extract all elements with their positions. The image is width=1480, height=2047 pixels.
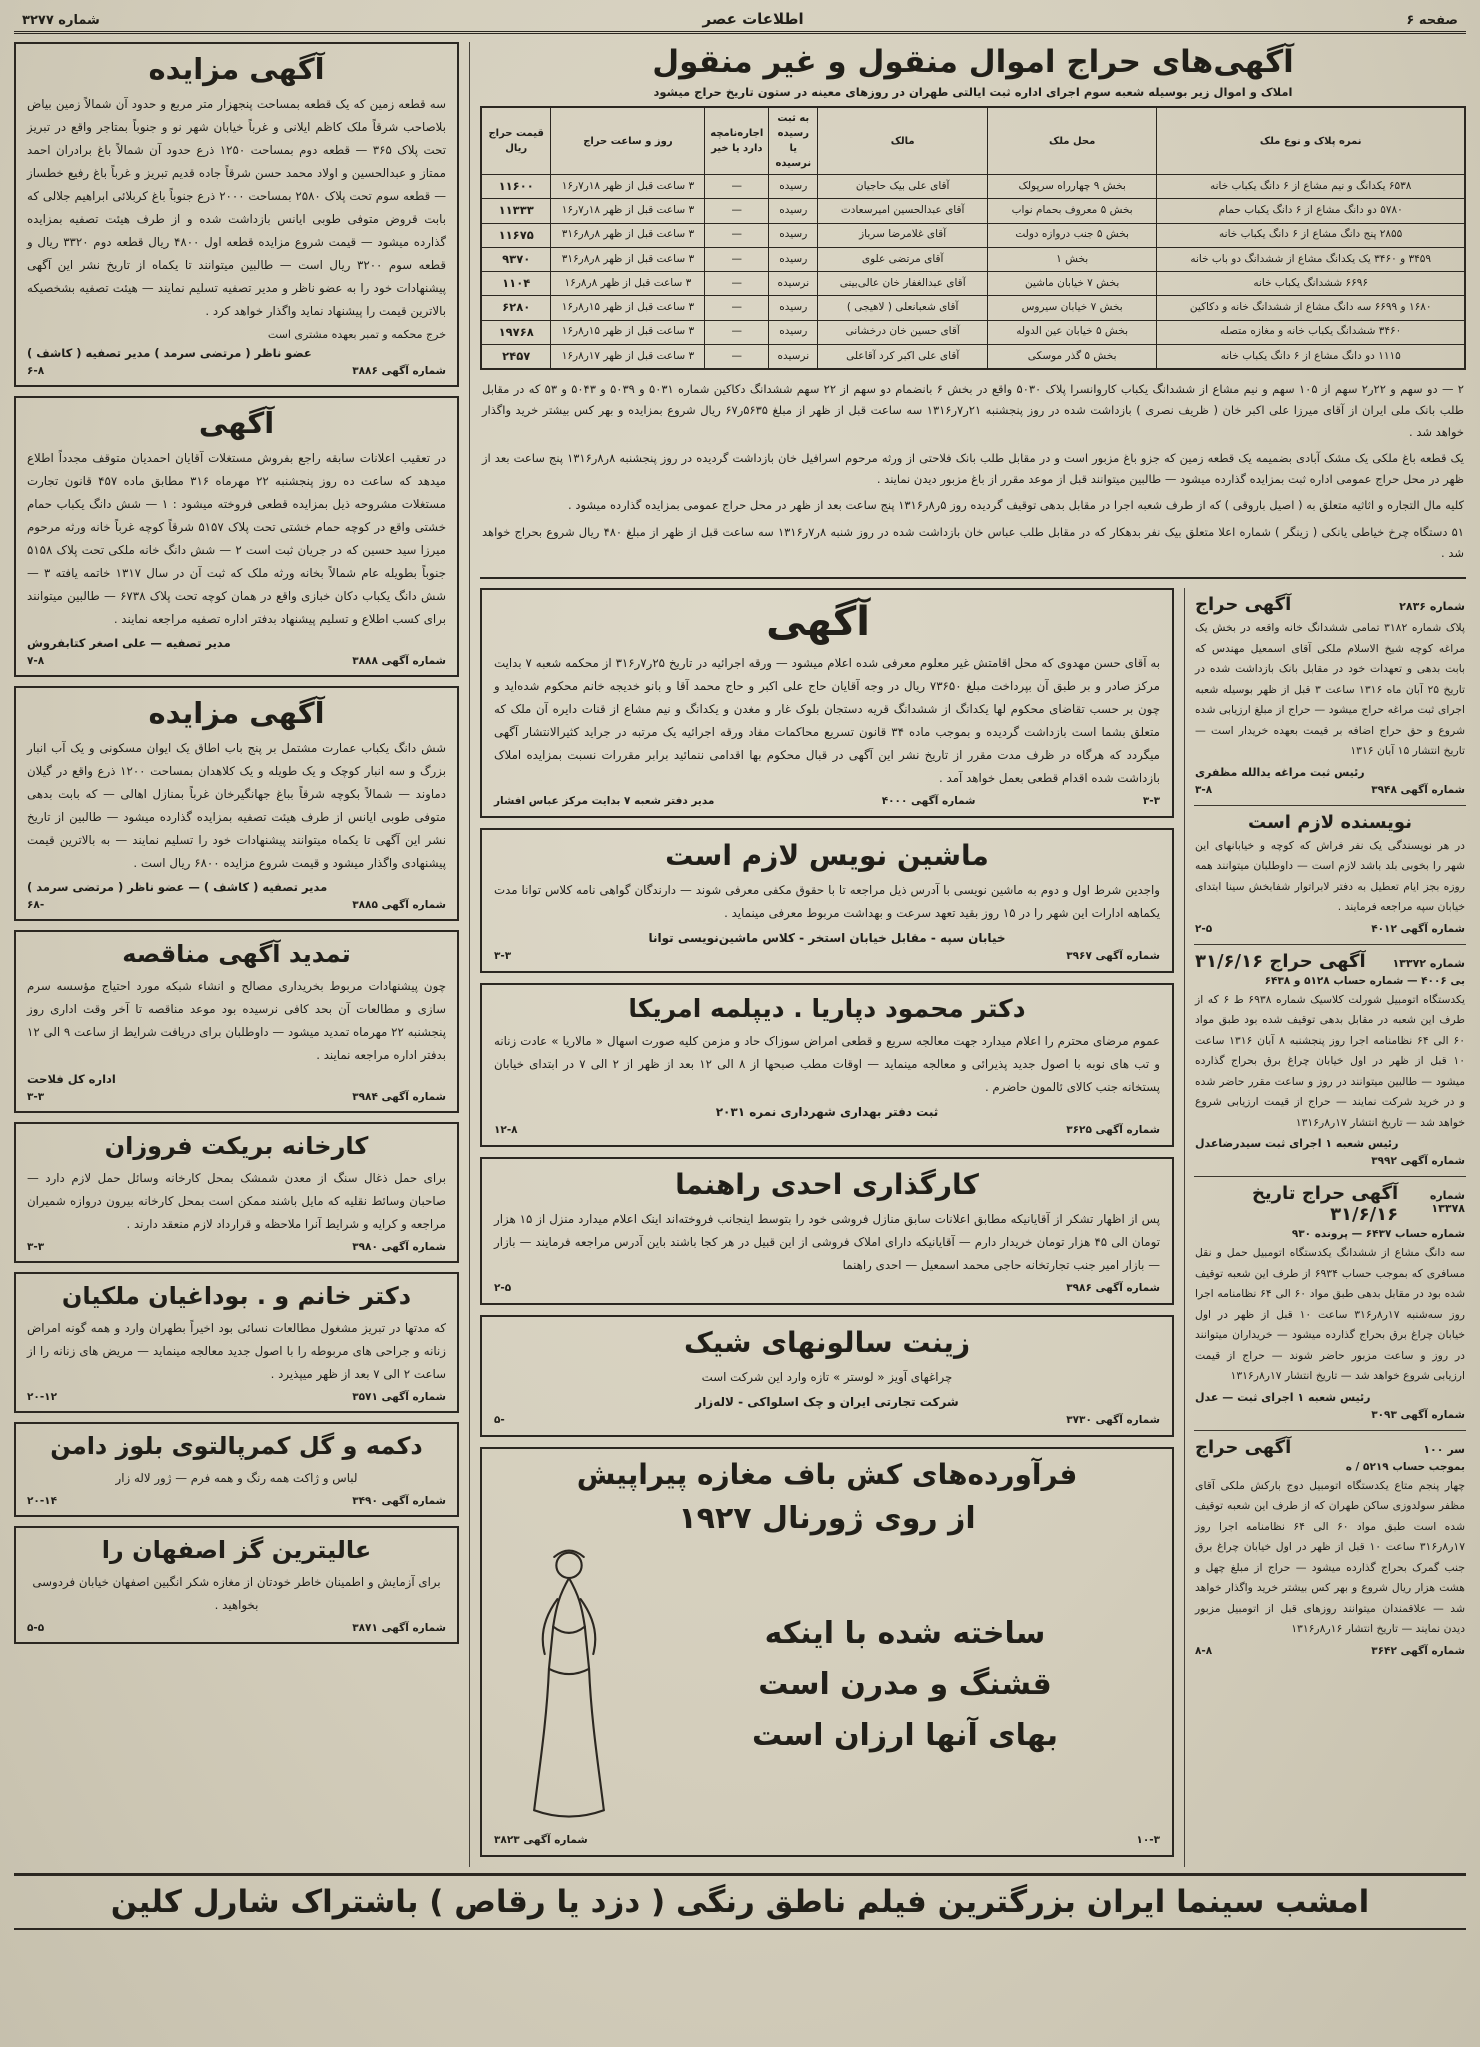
ad-number: شماره آگهی ۳۸۷۱: [352, 1622, 446, 1634]
ad-run-code: ۸-۸: [1195, 1644, 1213, 1657]
ad-run-code: ۱۰-۳: [1136, 1834, 1160, 1847]
ad-auction-sale-1: [14, 42, 459, 387]
ad-subheading: بی ۴۰۰۶ — شماره حساب ۵۱۲۸ و ۶۴۳۸: [1264, 974, 1465, 987]
ad-title: آگهی: [766, 599, 870, 646]
ad-run-code: -۶۸: [27, 899, 45, 911]
table-cell: نرسیده: [769, 272, 818, 296]
ad-headline-line: قشنگ و مدرن است: [758, 1667, 1052, 1703]
table-cell: ۳ ساعت قبل از ظهر ۱۵ر۸ر۱۶: [551, 320, 705, 344]
table-cell: بخش ۵ خیابان عین الدوله: [987, 320, 1156, 344]
ad-run-code: ۳-۳: [27, 1241, 45, 1253]
ad-body: به آقای حسن مهدوی که محل اقامتش غیر معلوم معرفی شده اعلام میشود — ورقه اجرائیه در تاریخ ۲۵ر۷ر۳۱۶ از محکمه شعبه ۷ بدایت مرکز صادر و بر طبق آن بپرداخت مبلغ ۷۳۶۵۰ ریال در وجه آقایان حاج علی اکبر و حاج محمد آقا و بانو خدیجه خانم محکوم شده‌اید و چون بر حسب تقاضای محکوم لها یکدانگ از ششدانگ قریه دستجان بلوک غار و مغدن و یکدانگ و نیم مشاع از قنات دایره آن ملک که متعلق بشما است بازداشت گردیده و بموجب ماده ۳۴ قانون تسریع محاکمات مفاد ورقه اجرائیه یک مرتبه در جراید کثیرالانتشار آگهی میگردد که هرگاه در ظرف مدت مقرر از تاریخ نشر این آگهی در قبال محکوم بها اقدامی ننمائید برابر مقررات نسبت بمزایده املاک بازداشت شده اقدام قطعی بعمل خواهد آمد .: [494, 656, 1161, 786]
table-cell: ۱۱۶۰۰: [481, 175, 551, 199]
column-header-auction-time: روز و ساعت حراج: [551, 107, 705, 175]
ad-title: آگهی حراج تاریخ ۳۱/۶/۱۶: [1251, 1183, 1399, 1226]
table-cell: ۱۱۳۳۳: [481, 199, 551, 223]
auction-notes: [480, 370, 1466, 579]
ad-run-code: ۶-۸: [27, 365, 45, 377]
column-header-lease: اجاره‌نامچه دارد یا خیر: [705, 107, 769, 175]
ad-title: دکتر خانم و . بوداغیان ملکیان: [61, 1282, 412, 1310]
ad-title: آگهی مزایده: [148, 52, 325, 86]
table-cell: ۳ ساعت قبل از ظهر ۱۸ر۷ر۱۶: [551, 199, 705, 223]
table-cell: ۱۱۰۴: [481, 272, 551, 296]
table-cell: بخش ۷ خیابان ماشین: [987, 272, 1156, 296]
table-cell: —: [705, 296, 769, 320]
table-cell: آقای مرتضی علوی: [818, 247, 987, 271]
ad-writer-wanted: [1194, 806, 1466, 945]
ad-run-code: ۳-۳: [1142, 795, 1160, 808]
table-cell: بخش ۵ گذر موسکی: [987, 344, 1156, 369]
ad-title: آگهی حراج ۳۱/۶/۱۶: [1195, 950, 1366, 972]
lower-columns: [480, 588, 1466, 1867]
ad-run-code: -۵: [494, 1414, 505, 1427]
page-content: [14, 34, 1466, 1867]
table-row: [481, 247, 1465, 271]
ad-number: شماره آگهی ۴۰۱۲: [1371, 922, 1465, 935]
left-ads-column: [14, 42, 459, 1867]
ad-number: شماره آگهی ۳۵۷۱: [352, 1391, 446, 1403]
ad-run-code: ۲۰-۱۴: [27, 1495, 57, 1507]
ad-number: شماره آگهی ۳۸۲۳: [494, 1834, 588, 1847]
table-cell: ۳ ساعت قبل از ظهر ۱۵ر۸ر۱۶: [551, 296, 705, 320]
table-cell: آقای حسین خان درخشانی: [818, 320, 987, 344]
ad-knitwear-pirapish: [480, 1447, 1174, 1857]
auction-paragraph: ۵۱ دستگاه چرخ خیاطی یانکی ( زینگر ) شماره اعلا متعلق بیک نفر بدهکار که در مقابل طلب عباس خان بازداشت شده در روز شنبه ۸ر۷ر۱۳۱۶ سه ساعت قبل از ظهر از مبلغ ۴۸۰ ریال شروع بحراج خواهد شد .: [482, 524, 1464, 560]
ad-signature: رئیس شعبه ۱ اجرای ثبت سیدرضاعدل: [1195, 1137, 1399, 1151]
table-cell: ۱۶۸۰ و ۶۶۹۹ سه دانگ مشاع از ششدانگ خانه و دکاکین: [1157, 296, 1465, 320]
table-cell: ۳۴۵۹ و ۳۴۶۰ یک یکدانگ مشاع از ششدانگ دو باب خانه: [1157, 247, 1465, 271]
table-cell: رسیده: [769, 296, 818, 320]
ad-gaz-isfahan: [14, 1526, 459, 1644]
ad-number: شماره آگهی ۳۹۶۷: [1066, 950, 1160, 963]
ad-title: تمدید آگهی مناقصه: [122, 940, 351, 968]
ad-buttons-lalehzar: [14, 1422, 459, 1517]
table-cell: آقای عبدالحسین امیرسعادت: [818, 199, 987, 223]
table-cell: ۳ ساعت قبل از ظهر ۱۸ر۷ر۱۶: [551, 175, 705, 199]
table-row: [481, 296, 1465, 320]
ad-signature: عضو ناظر ( مرتضی سرمد ) مدیر تصفیه ( کاشف ): [27, 346, 312, 360]
ad-broker-ahadi: [480, 1157, 1174, 1305]
ad-body: چون پیشنهادات مربوط بخریداری مصالح و انشاء شبکه مورد احتیاج مؤسسه سرم سازی و مطالعات آن بحد کافی نرسیده بود موعد مناقصه تا آخر وقت اداری روز پنجشنبه ۲۲ مهرماه تمدید میشود — داوطلبان برای دریافت شرایط از ساعت ۹ الی ۱۲ بدفتر اداره مراجعه نمایند .: [27, 979, 446, 1062]
ad-signature: مدیر دفتر شعبه ۷ بدایت مرکز عباس افشار: [494, 795, 715, 808]
column-header-price: قیمت حراج ریال: [481, 107, 551, 175]
table-cell: ۲۴۵۷: [481, 344, 551, 369]
ad-body: سه دانگ مشاع از ششدانگ یکدستگاه اتومبیل حمل و نقل مسافری که بموجب حساب ۶۹۳۴ از طرف این شعبه توقیف شده بود در مقابل بدهی طبق مواد ۶۰ الی ۶۴ نظامنامه اجرا روز سه‌شنبه ۱۷ر۸ر۳۱۶ ساعت ۱۰ قبل از ظهر در اول خیابان چراغ برق بحراج گذارده میشود — خریداران میتوانند در روز و ساعت مزبور حاضر شوند — حراج از قیمت ارزیابی شروع خواهد شد — تاریخ انتشار ۱۷ر۸ر۱۳۱۶: [1195, 1246, 1465, 1383]
table-cell: رسیده: [769, 199, 818, 223]
table-cell: —: [705, 199, 769, 223]
ad-registration-note: ثبت دفتر بهداری شهرداری نمره ۲۰۳۱: [715, 1105, 939, 1120]
table-cell: بخش ۹ چهارراه سرپولک: [987, 175, 1156, 199]
table-cell: بخش ۷ خیابان سیروس: [987, 296, 1156, 320]
table-row: [481, 175, 1465, 199]
table-cell: ۶۵۳۸ یکدانگ و نیم مشاع از ۶ دانگ یکباب خانه: [1157, 175, 1465, 199]
ad-body: برای آزمایش و اطمینان خاطر خودتان از مغازه شکر انگبین اصفهان خیابان فردوسی بخواهید .: [32, 1575, 441, 1612]
table-row: [481, 320, 1465, 344]
column-header-plate: نمره پلاک و نوع ملک: [1157, 107, 1465, 175]
ad-number: شماره آگهی ۳۶۲۵: [1066, 1124, 1160, 1137]
ad-subheading: شماره حساب ۶۴۳۷ — پرونده ۹۳۰: [1291, 1228, 1465, 1241]
paper-name: اطلاعات عصر: [702, 10, 804, 28]
table-cell: —: [705, 247, 769, 271]
table-cell: رسیده: [769, 320, 818, 344]
ad-run-code: ۳-۳: [27, 1091, 45, 1103]
table-cell: —: [705, 175, 769, 199]
table-cell: ۱۱۱۵ دو دانگ مشاع از ۶ دانگ یکباب خانه: [1157, 344, 1465, 369]
ad-body: برای حمل ذغال سنگ از معدن شمشک بمحل کارخانه وسائل حمل لازم دارد — صاحبان وسائط نقلیه که مایل باشند ممکن است بمحل کارخانه بیرون دروازه شمیران مراجعه و کرایه و شرایط آنرا ملاحظه و قرارداد لازم منعقد دارند .: [27, 1171, 446, 1231]
ad-number-label: شماره ۱۳۳۷۸: [1429, 1189, 1465, 1216]
table-cell: آقای علی اکبر کرد آقاعلی: [818, 344, 987, 369]
ad-title: آگهی حراج: [1195, 594, 1292, 616]
ad-auction-13378: [1194, 1177, 1466, 1431]
ad-title: آگهی حراج: [1195, 1436, 1292, 1458]
ad-body: یکدستگاه اتومبیل شورلت کلاسیک شماره ۶۹۳۸ ط ۶ که از طرف این شعبه در مقابل بدهی توقیف شده بود طبق مواد ۶۰ الی ۶۴ نظامنامه اجرا روز پنجشنبه ۸ آبان ۱۳۱۶ ساعت ۱۰ قبل از ظهر در اول خیابان چراغ برق بحراج گذارده میشود — طالبین میتوانند در روز و ساعت مقرر حاضر شده و در خرید شرکت نمایند — حراج از قیمت ارزیابی شروع خواهد شد — تاریخ انتشار ۱۷ر۸ر۱۳۱۶: [1195, 992, 1466, 1129]
table-row: [481, 272, 1465, 296]
table-cell: ۱۱۶۷۵: [481, 223, 551, 247]
table-cell: بخش ۱: [987, 247, 1156, 271]
column-header-location: محل ملک: [987, 107, 1156, 175]
ad-title: زینت سالونهای شیک: [683, 1326, 971, 1360]
ad-legal-notice: [480, 588, 1174, 818]
table-cell: رسیده: [769, 175, 818, 199]
ad-forouzan-factory: [14, 1122, 459, 1263]
table-cell: ۳ ساعت قبل از ظهر ۸ر۸ر۳۱۶: [551, 247, 705, 271]
table-cell: ۲۸۵۵ پنج دانگ مشاع از ۶ دانگ یکباب خانه: [1157, 223, 1465, 247]
ad-headline-line: ساخته شده با اینکه: [764, 1616, 1046, 1652]
ad-signature: رئیس ثبت مراغه یدالله مظفری: [1195, 765, 1365, 779]
ad-run-code: ۲-۵: [494, 1282, 512, 1295]
ad-signature: رئیس شعبه ۱ اجرای ثبت — عدل: [1195, 1390, 1371, 1404]
table-row: [481, 223, 1465, 247]
ad-run-code: ۵-۵: [27, 1622, 45, 1634]
ad-title: کارگذاری احدی راهنما: [675, 1168, 979, 1202]
ad-subheading: بموجب حساب ۵۲۱۹ / ه: [1345, 1460, 1465, 1473]
table-cell: ۶۲۸۰: [481, 296, 551, 320]
ad-run-code: ۲-۵: [1195, 922, 1213, 935]
ad-body: عموم مرضای محترم را اعلام میدارد جهت معالجه سریع و قطعی امراض سوزاک حاد و مزمن کلیه صورت اسهال « مالاریا » عادت زنانه و تب های نوبه با اصول جدید پذیرائی و معالجه مینماید — اوقات مطب صبحها از ۸ الی ۱۲ بعد از ظهر از ۲ الی ۷ در ابتدای خیابان پستخانه جنب کالای ئالمون حاضرم .: [494, 1034, 1160, 1095]
ad-auction-2836: [1194, 588, 1466, 806]
table-cell: بخش ۵ جنب دروازه دولت: [987, 223, 1156, 247]
ad-run-code: ۲۰-۱۲: [27, 1391, 57, 1403]
page-number-label: صفحه ۶: [1406, 13, 1458, 28]
table-cell: ۳ ساعت قبل از ظهر ۸ر۸ر۱۶: [551, 272, 705, 296]
ad-run-code: ۳-۳: [494, 950, 512, 963]
ad-title: فرآورده‌های کش باف مغازه پیراپیش: [576, 1458, 1078, 1492]
ad-body: واجدین شرط اول و دوم به ماشین نویسی با آدرس ذیل مراجعه تا با حقوق مکفی معرفی شوند — دارندگان گواهی نامه کلاس توانا مدت یکماهه ادارات این شهر را در ۱۵ روز بقید تعهد سرعت و بهداشت مربوط معرفی مینماید .: [494, 883, 1160, 921]
table-cell: ۳ ساعت قبل از ظهر ۱۷ر۸ر۱۶: [551, 344, 705, 369]
table-cell: آقای علی بیک حاجیان: [818, 175, 987, 199]
ad-headline-line: از روی ژورنال ۱۹۲۷: [678, 1501, 976, 1537]
ad-body: چراغهای آویز « لوستر » تازه وارد این شرکت است: [701, 1370, 953, 1385]
ad-title: ماشین نویس لازم است: [665, 839, 989, 873]
ad-number: شماره آگهی ۳۷۳۰: [1066, 1414, 1160, 1427]
table-row: [481, 199, 1465, 223]
ad-number-label: شماره ۱۳۳۷۲: [1392, 956, 1465, 970]
cinema-banner: [14, 1873, 1466, 1930]
auction-paragraph: ۲ — دو سهم و ۲۲ر۲ سهم از ۱۰۵ سهم و نیم مشاع از ششدانگ یکباب کاروانسرا پلاک ۵۰۳۰ واقع در بخش ۶ بانضمام دو سهم از ۲۲ سهم ششدانگ دکاکین شماره ۵۰۳۱ و ۵۰۳۹ و ۵۰۴۳ و ۵۳ که در مقابل طلب بانک ملی ایران از آقای میرزا علی اکبر خان ( ظریف نصری ) بازداشت شده در روز پنجشنبه ۲۱ر۷ر۱۳۱۶ سه ساعت قبل از ظهر از مبلغ ۵۶۳۵ر۶۷ ریال شروع بمزایده و بهر کس بیشتر خرید واگذار خواهد شد .: [482, 382, 1464, 439]
table-cell: ۶۶۹۶ ششدانگ یکباب خانه: [1157, 272, 1465, 296]
ad-signature: مدیر تصفیه ( کاشف ) — عضو ناظر ( مرتضی سرمد ): [27, 880, 328, 894]
ad-body: پلاک شماره ۳۱۸۲ تمامی ششدانگ خانه واقعه در بخش یک مراغه کوچه شیخ الاسلام ملکی آقای اسمعیل مهندس که بابت بدهی و تعهدات خود در مقابل بانک بازداشت شده در تاریخ ۲۵ آبان ماه ۱۳۱۶ ساعت ۳ قبل از ظهر بوسیله شعبه اجرای ثبت مراغه حراج میشود — حراج از مبلغ ارزیابی شده شروع و حق حراج اضافه بر قیمت بعهده خریدار است — تاریخ انتشار ۱۵ آبان ۱۳۱۶: [1195, 621, 1465, 758]
ad-title: عالیترین گز اصفهان را: [101, 1536, 372, 1564]
ad-number: شماره آگهی ۴۰۰۰: [881, 795, 976, 808]
auction-table-header-row: [481, 107, 1465, 175]
middle-column: [480, 588, 1174, 1867]
ad-number: شماره آگهی ۳۸۸۸: [352, 655, 446, 667]
table-cell: آقای غلامرضا سرباز: [818, 223, 987, 247]
ad-number: شماره آگهی ۳۹۴۸: [1371, 783, 1465, 796]
ad-auction-13372: [1194, 945, 1466, 1178]
ad-auction-100: [1194, 1431, 1466, 1666]
table-cell: رسیده: [769, 223, 818, 247]
ad-number: شماره آگهی ۳۰۹۳: [1371, 1408, 1465, 1421]
ad-body: سه قطعه زمین که یک قطعه بمساحت پنجهزار متر مربع و حدود آن شمالاً زمین بیاض بلاصاحب شرقاً ملک کاظم ایلانی و غرباً خیابان شهر نو و جنوباً بمتاجر واقع در تبریز تحت پلاک ۳۶۵ — قطعه دوم بمساحت ۱۲۵۰ ذرع حدود آن شمالاً باغ برادران احمد ممتاز و عبدالحسین و اولاد محمد حسن شرقاً جاده قدیم تبریز و غرباً باغ رفیع خطساز — قطعه سوم تحت پلاک ۲۵۸۰ بمساحت ۲۰۰۰ ذرع جنوباً باغ کربلائی ابراهیم جلالی که بابت قروض متوفی طوبی ایانس بازداشت شده و از طرف هیئت تصفیه بمزایده گذارده میشود — قیمت شروع مزایده قطعه اول ۴۸۰۰ ریال قطعه دوم ۳۳۲۰ ریال و قطعه سوم ۳۲۰۰ ریال است — طالبین میتوانند تا یکماه از تاریخ نشر این آگهی پیشنهادات خود را به عضو ناظر و مدیر تصفیه تسلیم نمایند — هیئت تصفیه بشخصیکه بالاترین قیمت را پیشنهاد نماید واگذار خواهد کرد .: [27, 97, 447, 318]
auction-paragraph: یک قطعه باغ ملکی یک مشک آبادی بضمیمه یک قطعه زمین که جزو باغ مزبور است و در مقابل طلب بانک فلاحتی از ورثه مرحوم اسرافیل خان بازداشت گردیده در روز پنجشنبه ۸ر۸ر۱۳۱۶ پنج ساعت بعد از ظهر در محل حراج عمومی اداره ثبت بمزایده گذارده میشود — طالبین میتوانند قبل از موعد مقرر از باغ مزبور دیدن نمایند .: [482, 450, 1465, 487]
ad-body: در تعقیب اعلانات سابقه راجع بفروش مستغلات آقایان احمدیان متوقف مجدداً اطلاع میدهد که ساعت ده روز پنجشنبه ۲۲ مهرماه ۳۱۶ مطابق ماده ۴۵۷ قانون تجارت مستغلات مشروحه ذیل بمزایده قطعی فروخته میشود : ۱ — شش دانگ یکباب حمام خشتی واقع در کوچه حمام خشتی تحت پلاک ۵۱۵۷ شرقاً کوچه غرباً خانه ورثه مرحوم میرزا سید حسین که در جریان ثبت است ۲ — شش دانگ خانه ملکی تحت پلاک ۵۱۵۸ جنوباً بطویله عام شمالاً بخانه ورثه ملک که ثبت آن در سال ۱۳۱۷ خاتمه یافته ۳ — شش دانگ یکباب دکان خبازی واقع در همان کوچه تحت پلاک ۶۷۳۸ — طالبین میتوانند برای کسب اطلاع و تسلیم پیشنهاد بدفتر اداره تصفیه مراجعه نمایند .: [27, 451, 446, 626]
ad-run-code: ۱۲-۸: [494, 1124, 518, 1137]
column-header-registered: به ثبت رسیده یا نرسیده: [769, 107, 818, 175]
ad-run-code: ۷-۸: [27, 655, 45, 667]
ad-number: شماره آگهی ۳۹۸۴: [352, 1091, 446, 1103]
ad-title: آگهی مزایده: [148, 696, 325, 730]
ad-headline-block: [650, 1600, 1160, 1769]
ad-number: شماره آگهی ۳۹۸۶: [1066, 1282, 1160, 1295]
masthead: [14, 8, 1466, 34]
ad-doctor-deparia: [480, 983, 1174, 1147]
ad-notice-ahmadian: [14, 396, 459, 677]
cinema-banner-text: امشب سینما ایران بزرگترین فیلم ناطق رنگی ( دزد یا رقاص ) باشتراک شارل کلین: [110, 1884, 1370, 1921]
ad-number: شماره آگهی ۳۸۸۶: [352, 365, 446, 377]
table-cell: ۹۳۷۰: [481, 247, 551, 271]
ad-number-label: شماره ۲۸۳۶: [1399, 600, 1465, 614]
auction-section: [480, 42, 1466, 579]
ad-number: شماره آگهی ۳۸۸۵: [352, 899, 446, 911]
ad-signature: اداره کل فلاحت: [27, 1072, 116, 1086]
table-cell: آقای شعبانعلی ( لاهیجی ): [818, 296, 987, 320]
table-row: [481, 344, 1465, 369]
table-cell: نرسیده: [769, 344, 818, 369]
ad-number: شماره آگهی ۳۴۹۰: [352, 1495, 446, 1507]
ad-title: کارخانه بریکت فروزان: [104, 1132, 369, 1160]
table-cell: —: [705, 320, 769, 344]
table-cell: بخش ۵ معروف بحمام نواب: [987, 199, 1156, 223]
ad-address: خیابان سپه - مقابل خیابان استخر - کلاس ماشین‌نویسی توانا: [648, 931, 1006, 946]
fashion-figure-illustration: [494, 1540, 644, 1829]
ad-note: خرج محکمه و تمبر بعهده مشتری است: [267, 328, 446, 341]
table-cell: ۵۷۸۰ دو دانگ مشاع از ۶ دانگ یکباب حمام: [1157, 199, 1465, 223]
ad-typist-wanted: [480, 828, 1174, 973]
auction-paragraph: کلیه مال التجاره و اثاثیه متعلق به ( اصیل باروقی ) که از طرف شعبه اجرا در مقابل بدهی توقیف گردیده روز ۵ر۸ر۱۳۱۶ پنج ساعت بعد از ظهر در محل حراج عمومی بمزایده گذارده میشود .: [568, 498, 1464, 513]
right-ads-column: [1184, 588, 1466, 1867]
auction-table: [480, 106, 1466, 370]
ad-auction-sale-2: [14, 686, 459, 921]
table-cell: ۳۴۶۰ ششدانگ یکباب خانه و مغازه متصله: [1157, 320, 1465, 344]
ad-salon-lighting: [480, 1315, 1174, 1437]
table-cell: —: [705, 344, 769, 369]
ad-signature: مدیر تصفیه — علی اصغر کتابفروش: [27, 636, 231, 650]
table-cell: ۳ ساعت قبل از ظهر ۸ر۸ر۳۱۶: [551, 223, 705, 247]
ad-title: دکتر محمود دپاریا . دیپلمه امریکا: [628, 994, 1026, 1024]
table-cell: رسیده: [769, 247, 818, 271]
ad-number: شماره آگهی ۳۹۹۲: [1371, 1155, 1465, 1168]
ad-body: شش دانگ یکباب عمارت مشتمل بر پنج باب اطاق یک ایوان مسکونی و یک آب انبار بزرگ و سه انبار کوچک و یک طویله و یک کلاهدان بمساحت ۱۲۰۰ ذرع واقع در گیلان دماوند — شمالاً بکوچه شرقاً بباغ جهانگیرخان غرباً بمنازل اهالی — که بابت بدهی متوفی طوبی ایانس از طرف هیئت تصفیه بمزایده گذارده میشود — طالبین از تاریخ نشر این آگهی تا یکماه میتوانند پیشنهادات خود را تسلیم نمایند — به بالاترین قیمت پیشنهادی واگذار میشود و قیمت شروع مزایده ۶۸۰۰ ریال است .: [27, 741, 446, 870]
ad-title: دکمه و گل کمرپالتوی بلوز دامن: [50, 1432, 423, 1460]
table-cell: ۱۹۷۶۸: [481, 320, 551, 344]
ad-headline-line: بهای آنها ارزان است: [751, 1718, 1059, 1754]
ad-run-code: ۳-۸: [1195, 783, 1213, 796]
ad-company-name: شرکت تجارتی ایران و چک اسلواکی - لاله‌زار: [695, 1395, 959, 1410]
ad-body: که مدتها در تبریز مشغول مطالعات نسائی بود اخیراً بطهران وارد و همه گونه امراض زنانه و جراحی های مربوطه را با اصول جدید معالجه مینماید — مریض های زنانه را از ساعت ۲ الی ۷ بعد از ظهر میپذیرد .: [27, 1321, 446, 1381]
column-header-owner: مالک: [818, 107, 987, 175]
ad-title: نویسنده لازم است: [1248, 811, 1412, 833]
table-cell: —: [705, 223, 769, 247]
ad-tender-extension: [14, 930, 459, 1113]
ad-body: لباس و ژاکت همه رنگ و همه فرم — ژور لاله زار: [115, 1471, 358, 1485]
ad-body: پس از اظهار تشکر از آقایانیکه مطابق اعلانات سابق منازل فروشی خود را بتوسط اینجانب فروخته‌اند اینک اعلام میدارد منزل از ۱۵ هزار تومان الی ۴۵ هزار تومان خریدار دارم — آقایانیکه دارای املاک فروشی از این قبیل در هر کجا باشند باین آدرس مراجعه فرمایند — بازار — بازار امیر جنب تجارتخانه حاجی محمد اسمعیل — احدی راهنما: [494, 1212, 1160, 1273]
ad-doctor-boudaghian: [14, 1272, 459, 1413]
main-area: [469, 42, 1466, 1867]
ad-title: آگهی: [198, 406, 275, 440]
table-cell: —: [705, 272, 769, 296]
auction-section-title: آگهی‌های حراج اموال منقول و غیر منقول: [652, 44, 1294, 80]
ad-number: شماره آگهی ۳۶۴۲: [1371, 1644, 1465, 1657]
ad-body: در هر نویسندگی یک نفر فراش که کوچه و خیابانهای این شهر را بخوبی بلد باشد لازم است — داوطلبان میتوانند همه روزه بجز ایام تعطیل به دفتر لابراتوار شفابخش سینا ابتدای خیابان سپه مراجعه فرمایند .: [1195, 838, 1465, 914]
table-cell: آقای عبدالغفار خان عالی‌بینی: [818, 272, 987, 296]
issue-number-label: شماره ۳۲۷۷: [22, 13, 100, 28]
ad-body: چهار پنجم متاع یکدستگاه اتومبیل دوج بارکش ملکی آقای مظفر سولدوزی ساکن طهران که از طرف این شعبه توقیف شده است طبق مواد ۶۰ الی ۶۴ نظامنامه اجرا روز ۱۷ر۸ر۳۱۶ ساعت ۱۰ قبل از ظهر در اول خیابان چراغ برق جنب گمرک بحراج گذارده میشود — حراج از مبلغ چهل و هشت هزار ریال شروع و بهر کس بیشتر خرید واگذار خواهد شد — علاقمندان میتوانند روزهای قبل از اتومبیل مزبور دیدن نمایند — تاریخ انتشار ۱۶ر۸ر۱۳۱۶: [1195, 1478, 1466, 1636]
ad-number-label: سر ۱۰۰: [1423, 1442, 1465, 1456]
auction-section-subtitle: املاک و اموال زیر بوسیله شعبه سوم اجرای اداره ثبت ایالتی طهران در روزهای معینه در ستون تاریخ حراج میشود: [653, 85, 1293, 99]
ad-number: شماره آگهی ۳۹۸۰: [352, 1241, 446, 1253]
